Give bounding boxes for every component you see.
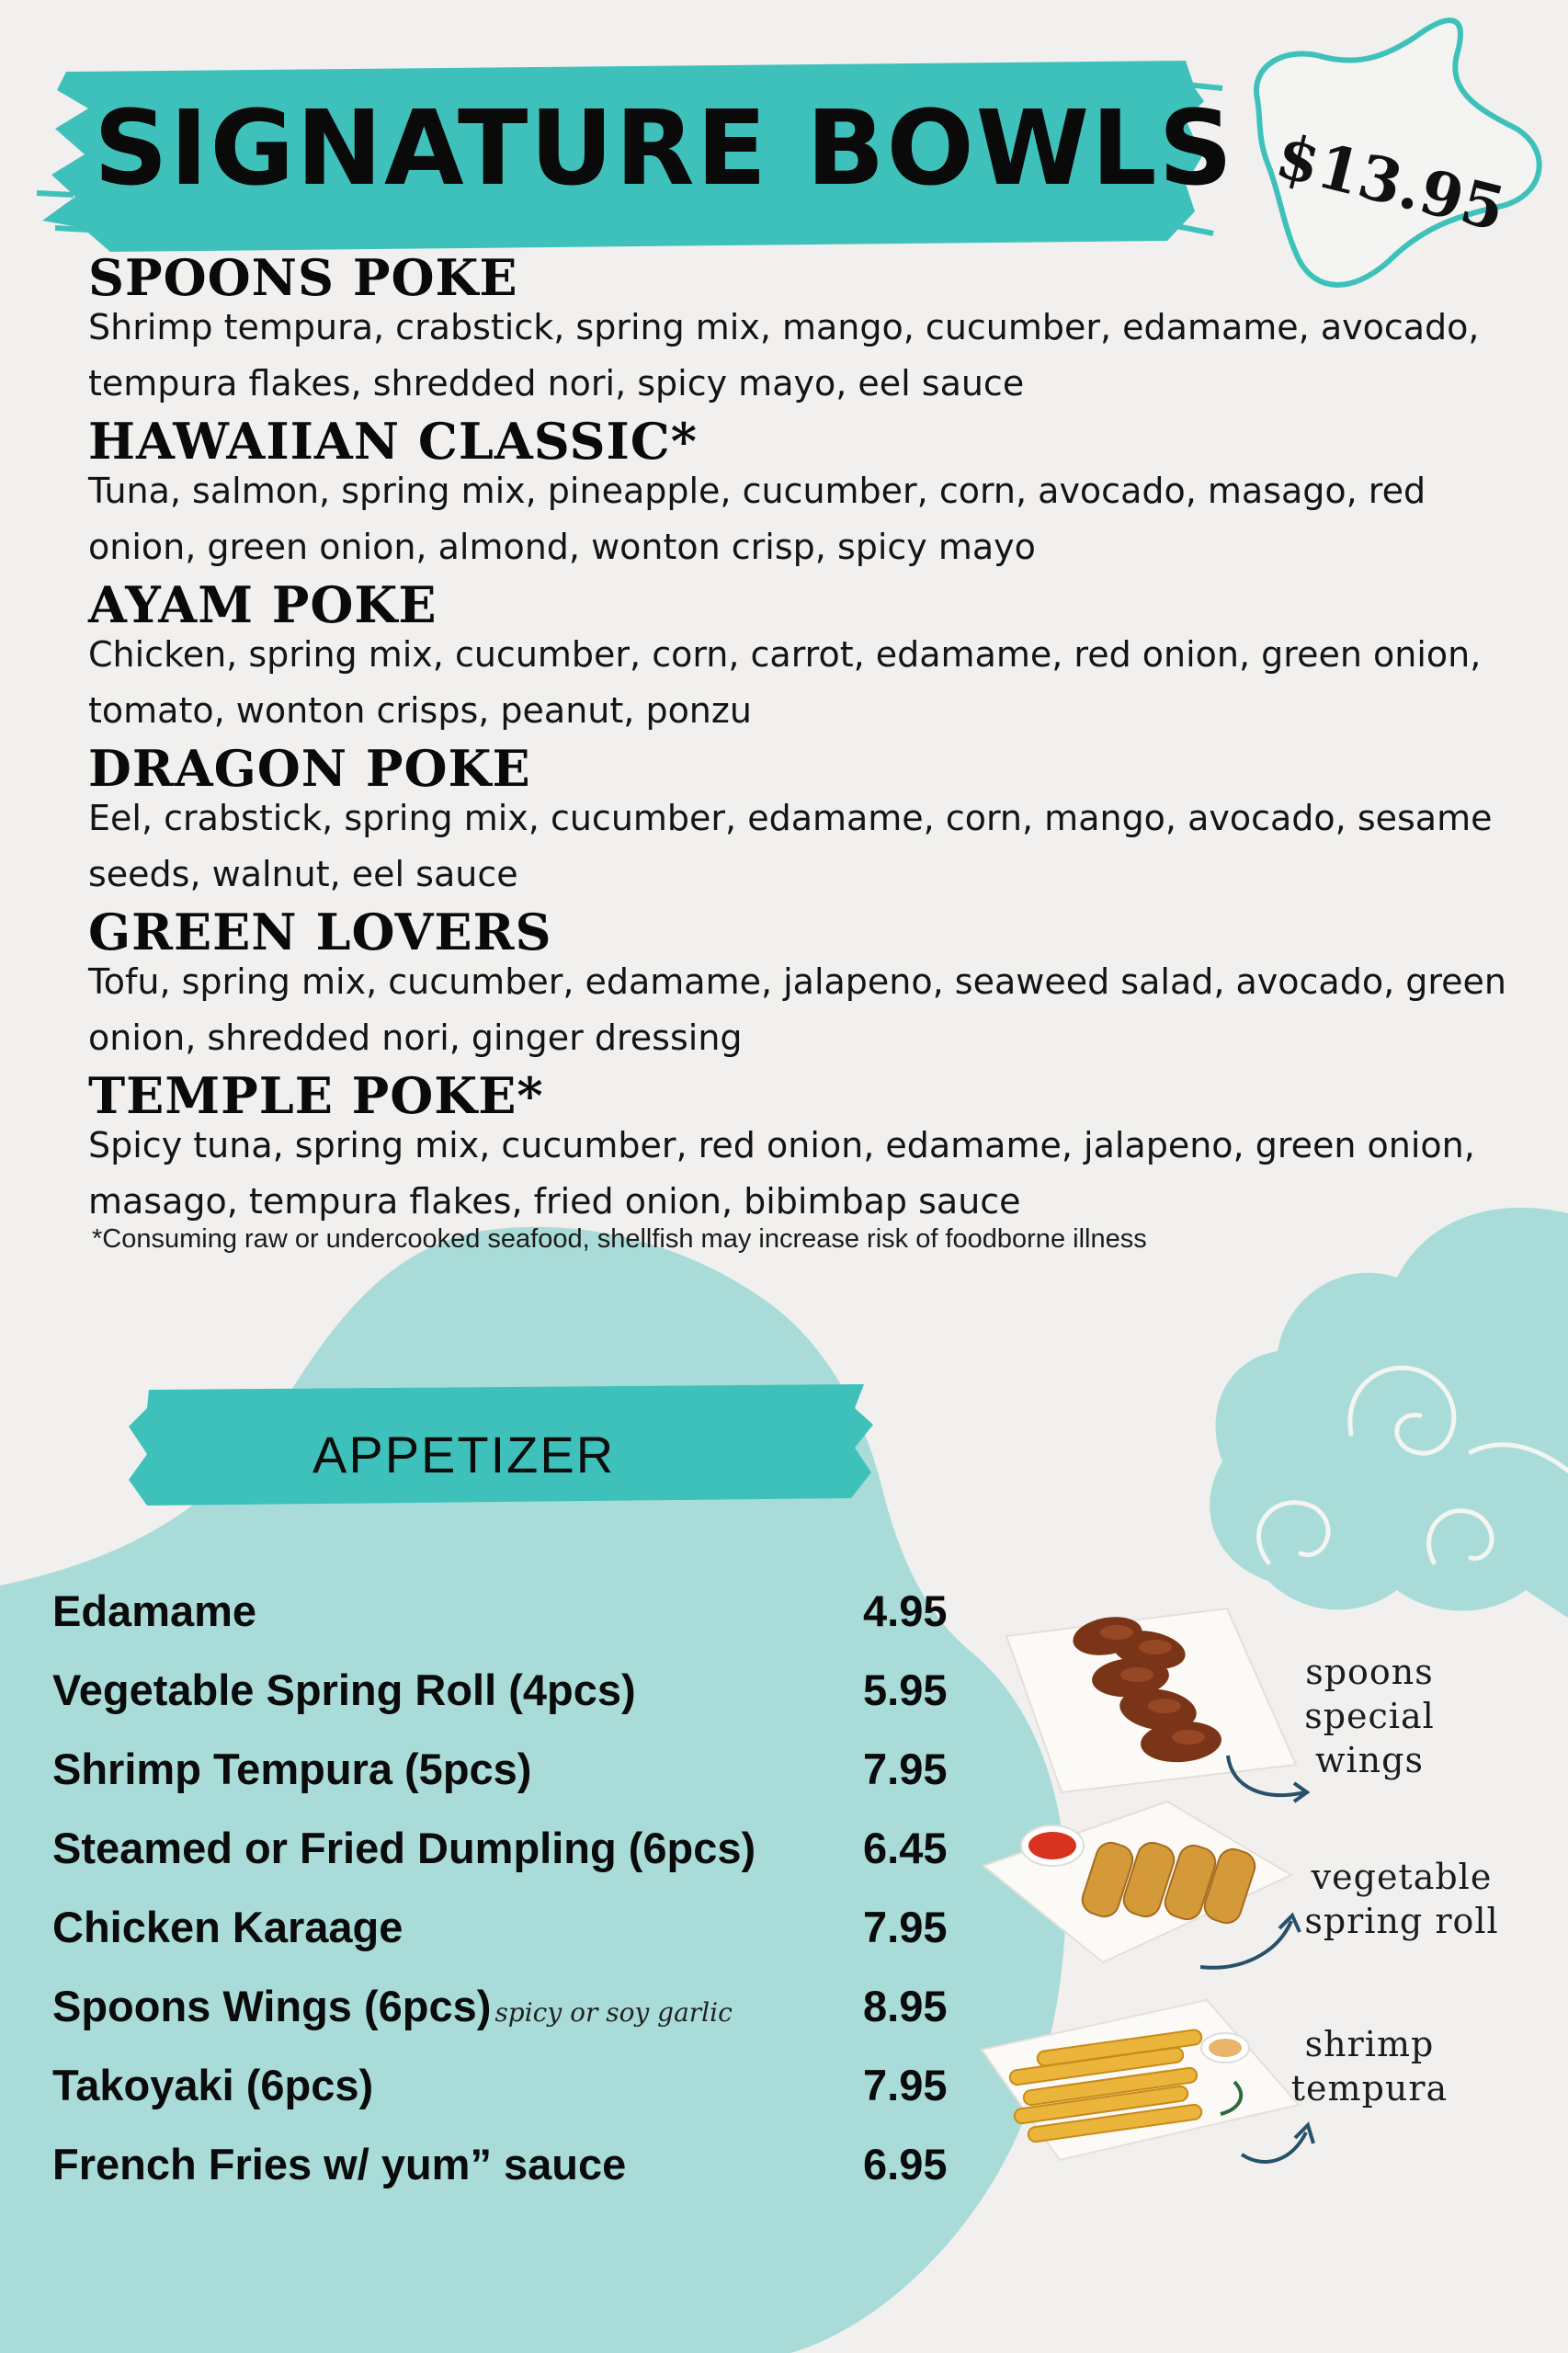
bowl-price: $13.95 — [1269, 119, 1513, 245]
appetizer-name — [52, 2132, 626, 2197]
appetizer-heading: APPETIZER — [312, 1426, 616, 1483]
bowl-description: Tuna, salmon, spring mix, pineapple, cucumber, corn, avocado, masago, red onion, green onion, almond, wonton crisp, spicy mayo — [88, 471, 1426, 567]
list-item — [52, 1895, 971, 1974]
list-item — [52, 1579, 971, 1658]
bowl-name: HAWAIIAN CLASSIC* — [88, 412, 699, 471]
bowl-item — [88, 250, 1540, 412]
shrimp-tempura-caption — [1282, 2022, 1457, 2110]
list-item — [52, 2132, 971, 2211]
appetizer-list — [52, 1579, 971, 2211]
bowl-description: Eel, crabstick, spring mix, cucumber, edamame, corn, mango, avocado, sesame seeds, walnut, eel sauce — [88, 798, 1493, 894]
list-item — [52, 1658, 971, 1737]
appetizer-name-text: Vegetable Spring Roll (4pcs) — [52, 1665, 636, 1714]
appetizer-price: 8.95 — [863, 1982, 948, 2030]
bowl-name: SPOONS POKE — [88, 248, 518, 307]
appetizer-price: 6.95 — [863, 2140, 948, 2188]
caption-line: special — [1304, 1696, 1435, 1736]
appetizer-name-text: Steamed or Fried Dumpling (6pcs) — [52, 1824, 756, 1872]
page-title: SIGNATURE BOWLS — [94, 89, 1235, 209]
bowl-item — [88, 414, 1540, 575]
bowl-description: Shrimp tempura, crabstick, spring mix, mango, cucumber, edamame, avocado, tempura flakes, shredded nori, spicy mayo, eel sauce — [88, 307, 1480, 404]
appetizer-name-text: Spoons Wings (6pcs) — [52, 1982, 492, 2030]
appetizer-price: 5.95 — [863, 1665, 948, 1714]
caption-line: spoons — [1305, 1652, 1434, 1692]
appetizer-name-text: Takoyaki (6pcs) — [52, 2061, 374, 2109]
bowl-name: TEMPLE POKE* — [88, 1066, 544, 1125]
caption-line: spring roll — [1304, 1901, 1499, 1941]
disclaimer: *Consuming raw or undercooked seafood, shellfish may increase risk of foodborne illness — [92, 1224, 1147, 1254]
appetizer-name — [52, 1974, 733, 2045]
appetizer-price: 4.95 — [863, 1586, 948, 1635]
appetizer-price: 6.45 — [863, 1824, 948, 1872]
wings-caption — [1287, 1650, 1452, 1782]
bowl-item — [88, 741, 1540, 903]
bowl-list — [88, 250, 1540, 1230]
arrow-icon — [1195, 1903, 1305, 1976]
appetizer-name-text: French Fries w/ yum” sauce — [52, 2140, 627, 2188]
appetizer-name-text: Edamame — [52, 1586, 257, 1635]
appetizer-name — [52, 1737, 531, 1802]
arrow-icon — [1236, 2114, 1319, 2178]
bowl-description: Spicy tuna, spring mix, cucumber, red onion, edamame, jalapeno, green onion, masago, tempura flakes, fried onion, bibimbap sauce — [88, 1125, 1475, 1222]
list-item — [52, 1974, 971, 2053]
bowl-item — [88, 577, 1540, 739]
bowl-name: GREEN LOVERS — [88, 903, 552, 961]
appetizer-name — [52, 1658, 636, 1722]
appetizer-price: 7.95 — [863, 1745, 948, 1793]
appetizer-name — [52, 1579, 256, 1643]
appetizer-name-text: Chicken Karaage — [52, 1903, 403, 1951]
bowl-name: AYAM POKE — [88, 575, 437, 634]
bowl-description: Chicken, spring mix, cucumber, corn, carrot, edamame, red onion, green onion, tomato, wonton crisps, peanut, ponzu — [88, 634, 1482, 731]
appetizer-name — [52, 1895, 403, 1960]
spring-roll-caption — [1296, 1855, 1507, 1943]
appetizer-price: 7.95 — [863, 2061, 948, 2109]
caption-line: tempura — [1290, 2068, 1449, 2109]
caption-line: shrimp — [1304, 2024, 1435, 2064]
appetizer-name — [52, 1816, 756, 1881]
appetizer-name — [52, 2053, 373, 2118]
appetizer-name-text: Shrimp Tempura (5pcs) — [52, 1745, 532, 1793]
list-item — [52, 1816, 971, 1895]
list-item — [52, 2053, 971, 2132]
caption-line: wings — [1315, 1740, 1424, 1780]
bowl-item — [88, 904, 1540, 1066]
caption-line: vegetable — [1311, 1857, 1493, 1897]
appetizer-note: spicy or soy garlic — [494, 1997, 733, 2028]
bowl-name: DRAGON POKE — [88, 739, 531, 798]
bowl-item — [88, 1068, 1540, 1230]
list-item — [52, 1737, 971, 1816]
appetizer-price: 7.95 — [863, 1903, 948, 1951]
bowl-description: Tofu, spring mix, cucumber, edamame, jalapeno, seaweed salad, avocado, green onion, shredded nori, ginger dressing — [88, 961, 1506, 1058]
